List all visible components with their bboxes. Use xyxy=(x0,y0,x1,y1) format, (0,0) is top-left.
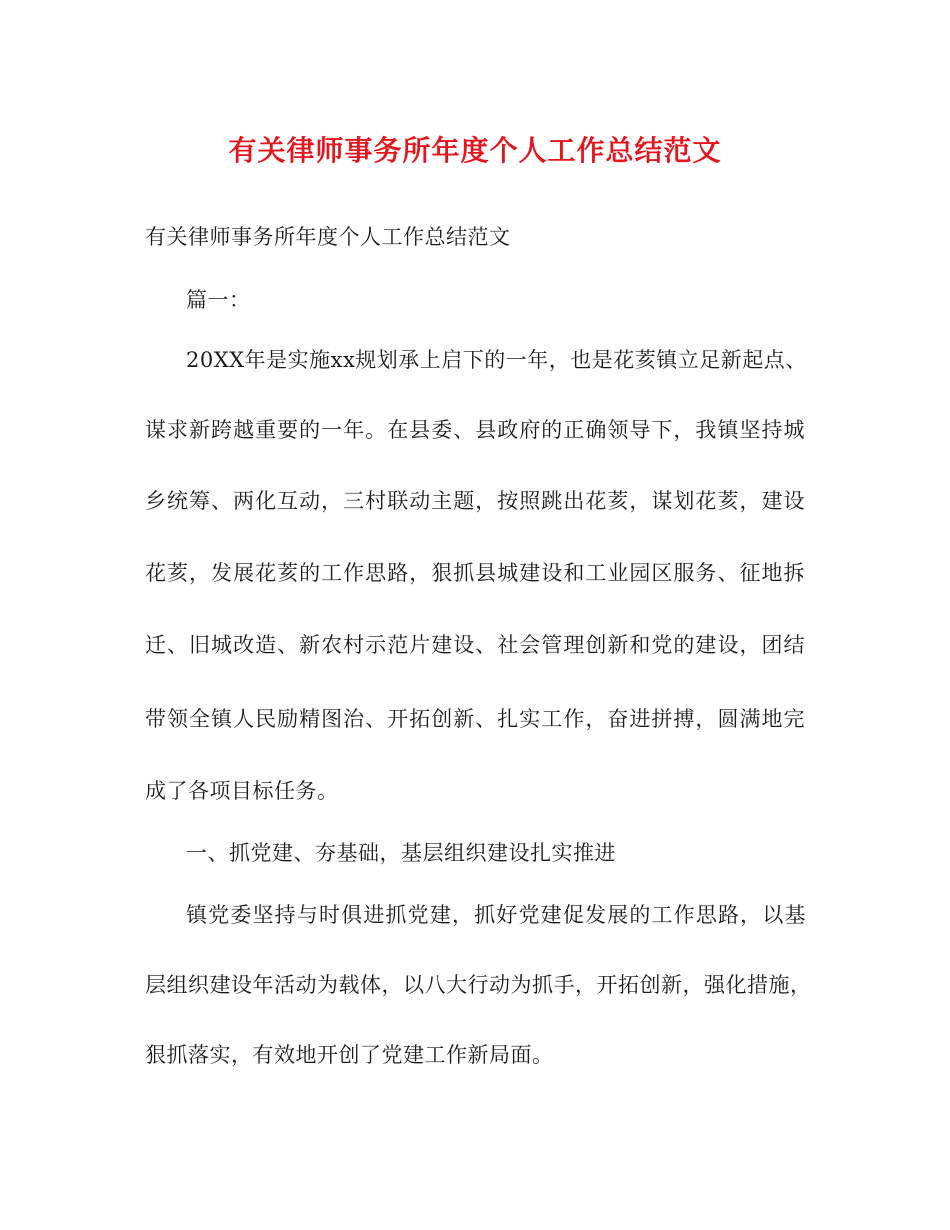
section-label: 篇一： xyxy=(186,288,251,312)
paragraph-line: 成了各项目标任务。 xyxy=(145,779,339,803)
paragraph-line: 带领全镇人民励精图治、开拓创新、扎实工作，奋进拼搏，圆满地完 xyxy=(145,707,805,731)
paragraph-line: 层组织建设年活动为载体，以八大行动为抓手，开拓创新，强化措施， xyxy=(145,973,812,997)
paragraph-line: 花荄，发展花荄的工作思路，狠抓县城建设和工业园区服务、征地拆 xyxy=(145,561,805,585)
paragraph-line: 镇党委坚持与时俱进抓党建，抓好党建促发展的工作思路，以基 xyxy=(186,903,806,927)
paragraph-line: 狠抓落实，有效地开创了党建工作新局面。 xyxy=(145,1043,554,1067)
paragraph-line: 乡统筹、两化互动，三村联动主题，按照跳出花荄，谋划花荄，建设 xyxy=(145,489,805,513)
paragraph-line: 20XX年是实施xx规划承上启下的一年，也是花荄镇立足新起点、 xyxy=(186,348,807,372)
paragraph-line: 谋求新跨越重要的一年。在县委、县政府的正确领导下，我镇坚持城 xyxy=(145,418,805,442)
document-subtitle: 有关律师事务所年度个人工作总结范文 xyxy=(145,225,511,249)
section-heading: 一、抓党建、夯基础，基层组织建设扎实推进 xyxy=(186,841,616,865)
document-title: 有关律师事务所年度个人工作总结范文 xyxy=(228,134,722,167)
paragraph-line: 迁、旧城改造、新农村示范片建设、社会管理创新和党的建设，团结 xyxy=(145,633,805,657)
